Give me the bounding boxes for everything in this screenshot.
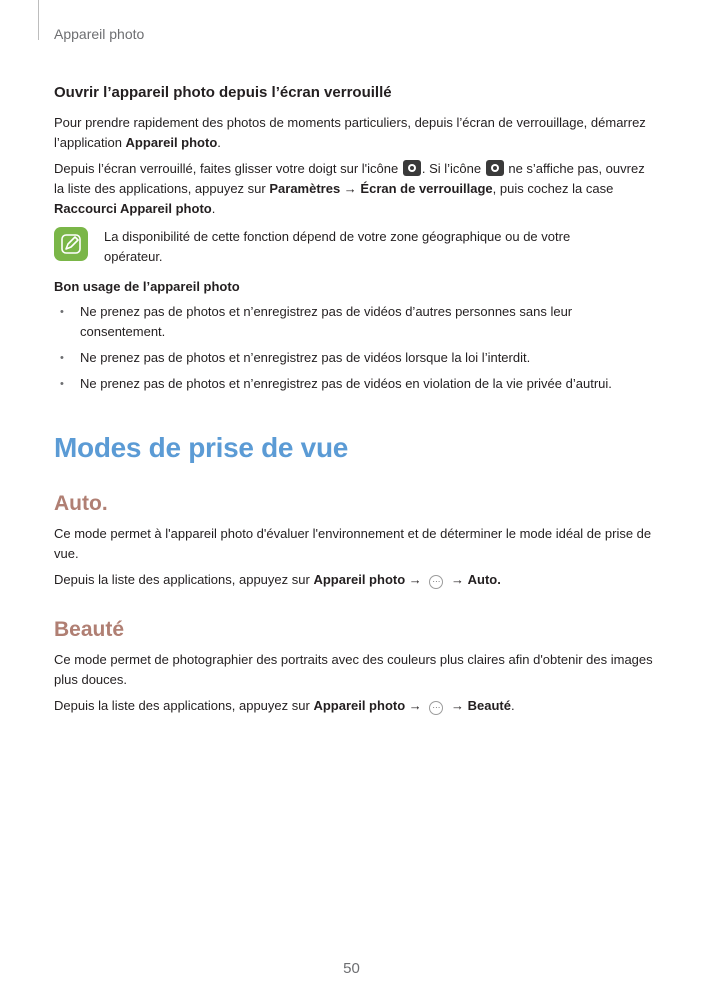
camera-icon bbox=[403, 160, 421, 176]
pencil-icon bbox=[60, 233, 82, 255]
note-icon bbox=[54, 227, 88, 261]
section-title: Modes de prise de vue bbox=[54, 432, 349, 463]
locked-paragraph-1: Pour prendre rapidement des photos de moments particuliers, depuis l’écran de verrouillage, démarrez l’application Appareil photo. bbox=[54, 115, 646, 150]
good-use-list bbox=[54, 302, 654, 394]
mode-beaute-path: Depuis la liste des applications, appuyez sur Appareil photo → ··· → Beauté. bbox=[54, 698, 515, 713]
note-box bbox=[54, 227, 654, 267]
mode-beaute-description: Ce mode permet de photographier des portraits avec des couleurs plus claires afin d'obtenir des images plus douces. bbox=[54, 652, 653, 687]
page-number: 50 bbox=[343, 960, 360, 977]
note-text: La disponibilité de cette fonction dépend de votre zone géographique ou de votre opérateur. bbox=[104, 229, 571, 264]
mode-auto-path: Depuis la liste des applications, appuyez sur Appareil photo → ··· → Auto. bbox=[54, 572, 501, 587]
page-content bbox=[54, 84, 654, 722]
mode-auto-description: Ce mode permet à l'appareil photo d'évaluer l'environnement et de déterminer le mode idéal de prise de vue. bbox=[54, 526, 652, 561]
good-use-title: Bon usage de l’appareil photo bbox=[54, 279, 240, 294]
locked-screen-title: Ouvrir l’appareil photo depuis l’écran verrouillé bbox=[54, 84, 392, 101]
more-options-icon: ··· bbox=[429, 575, 443, 589]
spacer bbox=[54, 596, 654, 618]
camera-icon bbox=[486, 160, 504, 176]
list-item: • Ne prenez pas de photos et n’enregistrez pas de vidéos lorsque la loi l’interdit. bbox=[54, 348, 654, 368]
more-options-icon: ··· bbox=[429, 701, 443, 715]
running-head: Appareil photo bbox=[54, 26, 145, 42]
list-item: • Ne prenez pas de photos et n’enregistrez pas de vidéos en violation de la vie privée d’autrui. bbox=[54, 374, 654, 394]
locked-paragraph-2: Depuis l’écran verrouillé, faites glisser votre doigt sur l'icône . Si l’icône ne s’affiche pas, ouvrez la liste des applications, appuyez sur Paramètres → Écran de verrouillage, puis cochez la case Raccourci Appareil photo. bbox=[54, 161, 645, 216]
header-rule bbox=[38, 0, 39, 40]
mode-auto-title: Auto. bbox=[54, 492, 108, 515]
list-item: • Ne prenez pas de photos et n’enregistrez pas de vidéos d’autres personnes sans leur consentement. bbox=[54, 302, 654, 342]
mode-beaute-title: Beauté bbox=[54, 618, 125, 641]
